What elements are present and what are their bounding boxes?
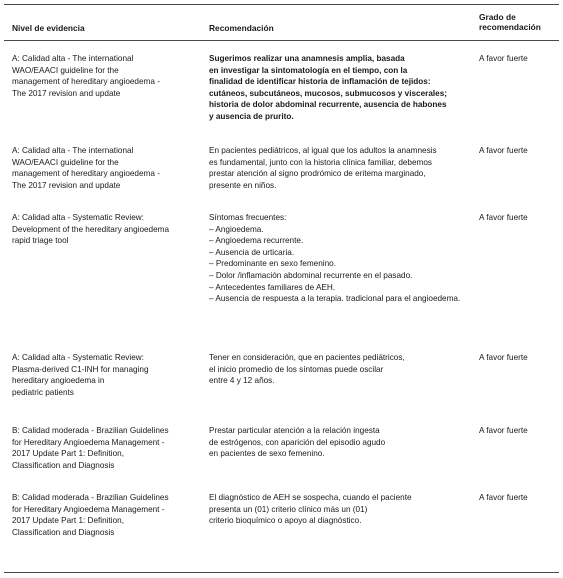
recommendation-line: el inicio promedio de los síntomas puede oscilar	[209, 364, 384, 374]
recommendation-line: Síntomas frecuentes:	[209, 213, 287, 222]
recommendation-cell	[209, 212, 479, 305]
recommendation-line: en investigar la sintomatología en el tiempo, con la	[209, 65, 408, 75]
recommendation-line: de estrógenos, con aparición del episodio agudo	[209, 437, 386, 447]
header-recommendation: Recomendación	[209, 23, 274, 33]
grade-cell: A favor fuerte	[479, 353, 528, 362]
evidence-line: for Hereditary Angioedema Management -	[12, 437, 165, 447]
grade-cell: A favor fuerte	[479, 146, 528, 155]
evidence-line: Classification and Diagnosis	[12, 460, 115, 470]
evidence-cell	[12, 492, 202, 538]
evidence-line: Classification and Diagnosis	[12, 527, 115, 537]
evidence-line: A: Calidad alta - Systematic Review:	[12, 353, 144, 362]
evidence-line: The 2017 revision and update	[12, 88, 121, 98]
recommendation-line: – Angioedema recurrente.	[209, 236, 304, 246]
evidence-line: A: Calidad alta - Systematic Review:	[12, 213, 144, 222]
recommendation-line: Prestar particular atención a la relación ingesta	[209, 426, 380, 435]
recommendation-line: – Dolor /inflamación abdominal recurrente en el pasado.	[209, 270, 413, 280]
table-top-rule	[4, 4, 559, 5]
evidence-line: The 2017 revision and update	[12, 180, 121, 190]
recommendation-line: Tener en consideración, que en pacientes pediátricos,	[209, 353, 405, 362]
evidence-line: management of hereditary angioedema -	[12, 169, 160, 179]
evidence-line: WAO/EAACI guideline for the	[12, 157, 119, 167]
recommendation-line: prestar atención al signo prodrómico de eritema marginado,	[209, 169, 426, 179]
evidence-line: B: Calidad moderada - Brazilian Guidelines	[12, 426, 169, 435]
recommendation-cell	[209, 492, 479, 527]
header-grade-line1: Grado de	[479, 12, 516, 22]
evidence-line: Development of the hereditary angioedema	[12, 224, 170, 234]
evidence-cell	[12, 212, 202, 247]
recommendation-line: presente en niños.	[209, 180, 277, 190]
evidence-line: A: Calidad alta - The international	[12, 146, 134, 155]
recommendation-cell	[209, 352, 479, 387]
recommendation-cell	[209, 53, 479, 123]
grade-cell: A favor fuerte	[479, 426, 528, 435]
evidence-line: WAO/EAACI guideline for the	[12, 65, 119, 75]
evidence-line: 2017 Update Part 1: Definition,	[12, 449, 124, 459]
recommendation-line: historia de dolor abdominal recurrente, ausencia de habones	[209, 100, 447, 110]
evidence-cell	[12, 53, 202, 99]
recommendation-line: Sugerimos realizar una anamnesis amplia, basada	[209, 54, 405, 63]
evidence-line: hereditary angioedema in	[12, 376, 105, 386]
recommendation-line: – Ausencia de respuesta a la terapia. tradicional para el angioedema.	[209, 294, 461, 304]
recommendation-cell	[209, 425, 479, 460]
evidence-line: pediatric patients	[12, 387, 74, 397]
recommendation-line: entre 4 y 12 años.	[209, 376, 275, 386]
evidence-line: for Hereditary Angioedema Management -	[12, 504, 165, 514]
recommendation-line: cutáneos, subcutáneos, mucosos, submucosos y viscerales;	[209, 88, 447, 98]
evidence-line: rapid triage tool	[12, 236, 69, 246]
header-evidence-level: Nivel de evidencia	[12, 23, 85, 33]
grade-cell: A favor fuerte	[479, 493, 528, 502]
evidence-cell	[12, 352, 202, 398]
recommendation-line: finalidad de identificar historia de inflamación de tejidos:	[209, 77, 431, 87]
recommendation-line: y ausencia de prurito.	[209, 111, 294, 121]
evidence-line: A: Calidad alta - The international	[12, 54, 134, 63]
recommendation-line: El diagnóstico de AEH se sospecha, cuando el paciente	[209, 493, 412, 502]
recommendation-line: – Ausencia de urticaria.	[209, 247, 295, 257]
table-bottom-rule	[4, 572, 559, 573]
recommendation-line: presenta un (01) criterio clínico más un (01)	[209, 504, 368, 514]
header-grade	[479, 12, 541, 32]
table-header-rule	[4, 40, 559, 41]
evidence-cell	[12, 425, 202, 471]
recommendation-line: – Predominante en sexo femenino.	[209, 259, 336, 269]
evidence-cell	[12, 145, 202, 191]
grade-cell: A favor fuerte	[479, 213, 528, 222]
recommendation-cell	[209, 145, 479, 191]
evidence-line: management of hereditary angioedema -	[12, 77, 160, 87]
recommendation-line: – Antecedentes familiares de AEH.	[209, 282, 336, 292]
recommendation-line: criterio bioquímico o apoyo al diagnóstico.	[209, 516, 362, 526]
evidence-line: 2017 Update Part 1: Definition,	[12, 516, 124, 526]
header-grade-line2: recomendación	[479, 22, 541, 32]
evidence-line: Plasma-derived C1-INH for managing	[12, 364, 149, 374]
evidence-line: B: Calidad moderada - Brazilian Guidelines	[12, 493, 169, 502]
recommendation-line: En pacientes pediátricos, al igual que los adultos la anamnesis	[209, 146, 437, 155]
recommendation-line: – Angioedema.	[209, 224, 264, 234]
recommendation-line: en pacientes de sexo femenino.	[209, 449, 325, 459]
recommendation-line: es fundamental, junto con la historia clínica familiar, debemos	[209, 157, 433, 167]
grade-cell: A favor fuerte	[479, 54, 528, 63]
